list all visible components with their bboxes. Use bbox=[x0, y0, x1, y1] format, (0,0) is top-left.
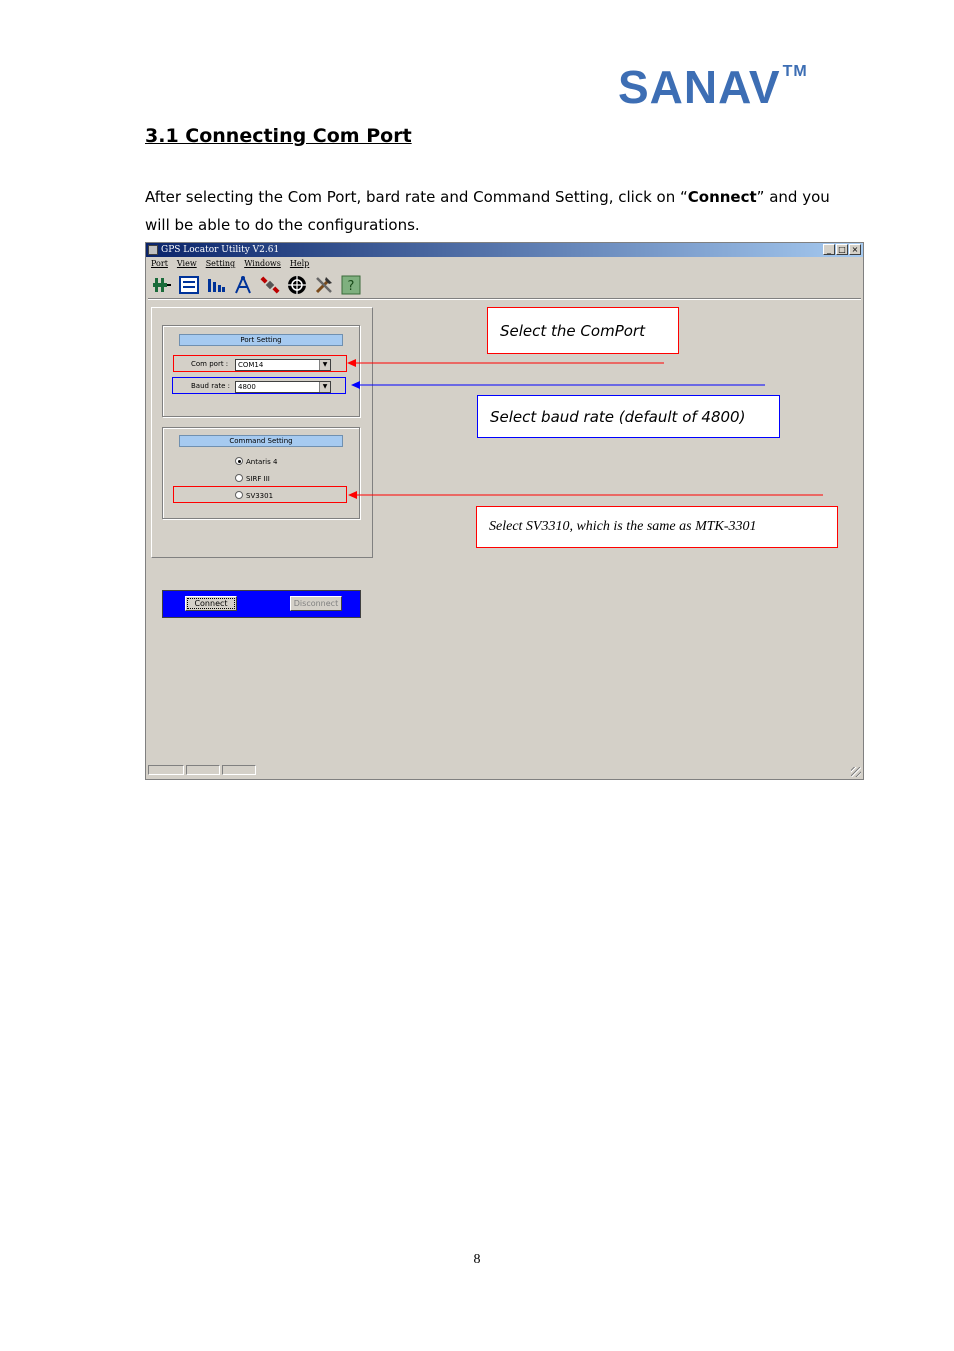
port-icon[interactable] bbox=[152, 275, 172, 295]
radio-checked-icon bbox=[235, 457, 243, 465]
command-setting-header: Command Setting bbox=[179, 435, 343, 447]
app-icon bbox=[148, 245, 158, 255]
menu-help[interactable]: Help bbox=[289, 259, 310, 268]
app-titlebar bbox=[146, 243, 863, 257]
baud-callout: Select baud rate (default of 4800) bbox=[477, 395, 780, 438]
paragraph-connect-bold: Connect bbox=[687, 188, 757, 206]
maximize-button[interactable]: □ bbox=[836, 244, 848, 255]
baud-rate-value: 4800 bbox=[238, 383, 256, 391]
menu-windows[interactable]: Windows bbox=[244, 259, 281, 268]
status-pane bbox=[148, 765, 184, 775]
comport-callout: Select the ComPort bbox=[487, 307, 679, 354]
svg-text:?: ? bbox=[347, 279, 355, 294]
menu-setting[interactable]: Setting bbox=[205, 259, 236, 268]
radio-unchecked-icon bbox=[235, 474, 243, 482]
toolbar bbox=[152, 274, 361, 296]
port-setting-header: Port Setting bbox=[179, 334, 343, 346]
signal-bars-icon[interactable] bbox=[206, 275, 226, 295]
disconnect-button[interactable]: Disconnect bbox=[290, 596, 342, 611]
resize-grip[interactable] bbox=[851, 767, 861, 777]
sv-callout: Select SV3310, which is the same as MTK-3301 bbox=[476, 506, 838, 548]
radio-sirf-label: SIRF III bbox=[246, 475, 270, 483]
chevron-down-icon[interactable]: ▼ bbox=[319, 360, 330, 370]
com-port-value: COM14 bbox=[238, 361, 264, 369]
menu-port[interactable]: Port bbox=[151, 259, 168, 268]
baud-highlight-box bbox=[172, 377, 346, 394]
connect-button[interactable]: Connect bbox=[185, 596, 237, 611]
paragraph-text-start: After selecting the Com Port, bard rate and Command Setting, click on “ bbox=[145, 188, 688, 206]
tools-icon[interactable] bbox=[314, 275, 334, 295]
help-icon[interactable] bbox=[341, 275, 361, 295]
satellite-icon[interactable] bbox=[260, 275, 280, 295]
menu-view[interactable]: View bbox=[176, 259, 197, 268]
baud-rate-label: Baud rate : bbox=[191, 382, 230, 390]
radio-sv3301-label: SV3301 bbox=[246, 492, 274, 500]
radio-antaris[interactable] bbox=[235, 457, 277, 467]
settings-panel bbox=[151, 307, 373, 608]
command-setting-group bbox=[162, 427, 360, 519]
target-icon[interactable] bbox=[287, 275, 307, 295]
paragraph-text-end: ” and you will be able to do the configurations. bbox=[145, 188, 830, 234]
logo-text: SANAV bbox=[618, 61, 781, 113]
connect-bar bbox=[162, 590, 361, 618]
sv-highlight-box bbox=[173, 486, 347, 503]
gps-panel-icon[interactable] bbox=[179, 275, 199, 295]
instruction-paragraph bbox=[145, 183, 845, 239]
minimize-button[interactable]: _ bbox=[823, 244, 835, 255]
section-heading: 3.1 Connecting Com Port bbox=[145, 125, 412, 147]
comport-highlight-box bbox=[173, 355, 347, 372]
com-port-label: Com port : bbox=[191, 360, 229, 368]
app-title: GPS Locator Utility V2.61 bbox=[161, 245, 280, 255]
chevron-down-icon[interactable]: ▼ bbox=[319, 382, 330, 392]
status-pane bbox=[186, 765, 220, 775]
radio-antaris-label: Antaris 4 bbox=[246, 458, 278, 466]
sanav-logo bbox=[618, 60, 808, 114]
window-buttons bbox=[823, 244, 861, 255]
status-bar bbox=[148, 765, 861, 777]
menu-bar bbox=[151, 258, 309, 270]
trademark-mark: TM bbox=[782, 63, 808, 80]
toolbar-separator bbox=[148, 298, 861, 300]
close-button[interactable]: × bbox=[849, 244, 861, 255]
page-number: 8 bbox=[473, 1252, 481, 1267]
status-pane bbox=[222, 765, 256, 775]
antenna-icon[interactable] bbox=[233, 275, 253, 295]
radio-sirf[interactable] bbox=[235, 474, 270, 484]
